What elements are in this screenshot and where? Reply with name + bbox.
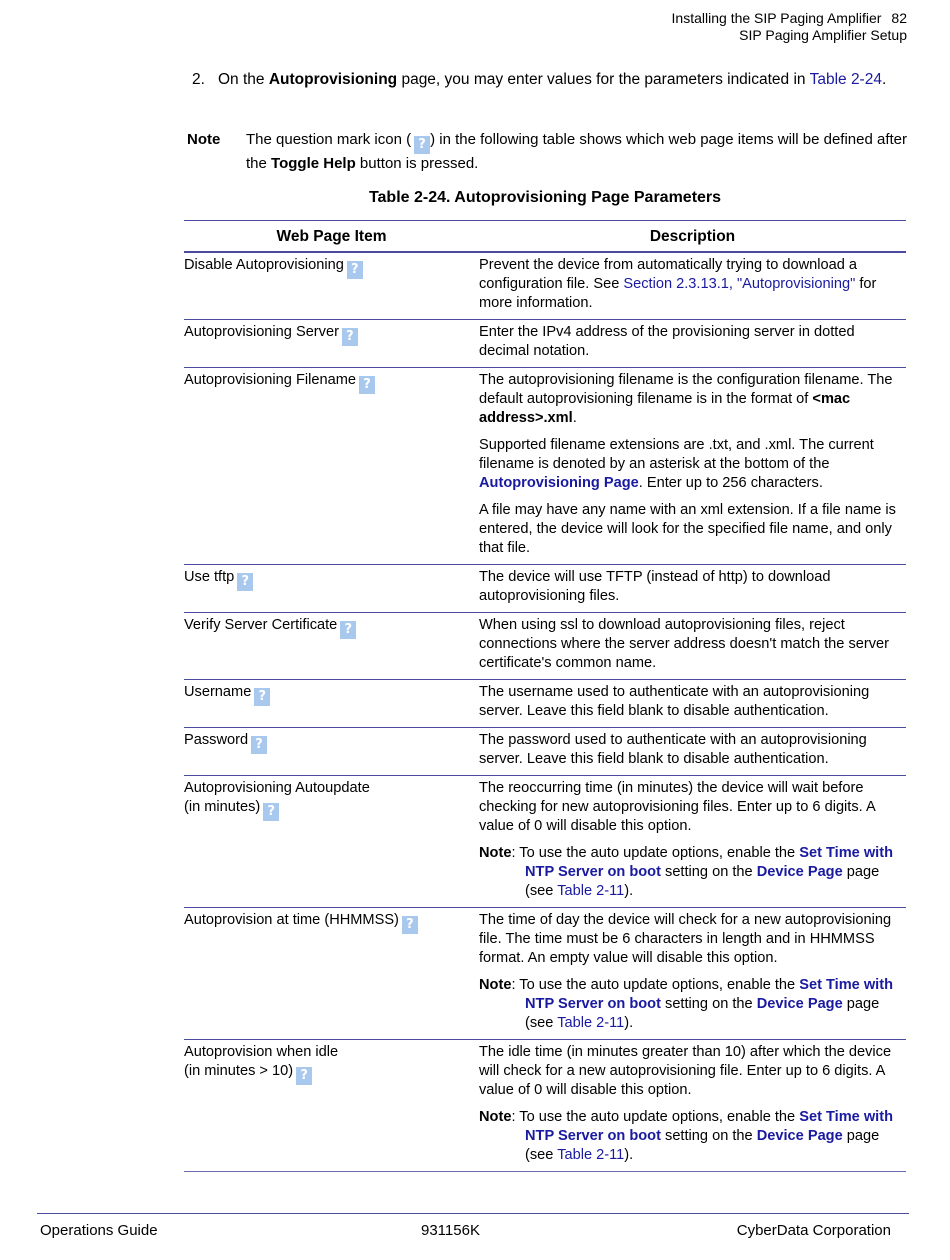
set-time-ntp-link[interactable]: Set Time with NTP Server on boot xyxy=(525,1109,894,1144)
desc-bold: <mac address>.xml xyxy=(479,391,851,426)
note-block xyxy=(187,130,907,174)
note-text: setting on the xyxy=(660,864,757,880)
table-2-11-link[interactable]: Table 2-11 xyxy=(557,883,625,899)
autoprovisioning-page-link[interactable]: Autoprovisioning Page xyxy=(479,475,639,491)
desc-text: Enter the IPv4 address of the provisioning server in dotted decimal notation. xyxy=(479,324,855,359)
desc-text: A file may have any name with an xml extension. If a file name is entered, the device will look for the specified file name, and only that file. xyxy=(479,502,896,556)
auto-update-note xyxy=(479,976,906,1033)
set-time-ntp-link[interactable]: Set Time with NTP Server on boot xyxy=(525,977,894,1012)
note-text-a: The question mark icon ( xyxy=(246,131,412,148)
note-text: page (see xyxy=(525,864,880,899)
table-row xyxy=(184,613,906,680)
desc-text: The time of day the device will check for a new autoprovisioning file. The time must be 6 characters in length and in HHMMSS format. An empty value will disable this option. xyxy=(479,912,892,966)
item-label: Autoprovisioning Server xyxy=(184,324,339,340)
note-text-b: ) in the following table shows which web page items will be defined after the xyxy=(246,131,908,172)
item-label: Use tftp xyxy=(184,569,235,585)
question-mark-icon: ? xyxy=(263,803,279,821)
table-row xyxy=(184,565,906,613)
table-row xyxy=(184,1040,906,1172)
table-row xyxy=(184,368,906,565)
table-2-11-link[interactable]: Table 2-11 xyxy=(557,1147,625,1163)
note-text: ). xyxy=(624,1147,634,1163)
auto-update-note xyxy=(479,844,906,901)
auto-update-note xyxy=(479,1108,906,1165)
footer-left: Operations Guide xyxy=(40,1222,158,1239)
note-text: setting on the xyxy=(660,1128,757,1144)
note-text: ). xyxy=(624,883,634,899)
item-label: (in minutes) xyxy=(184,799,261,815)
note-label: Note xyxy=(479,977,512,993)
item-label: Username xyxy=(184,684,252,700)
step-number: 2. xyxy=(192,71,205,88)
set-time-ntp-link[interactable]: Set Time with NTP Server on boot xyxy=(525,845,894,880)
question-mark-icon: ? xyxy=(340,621,356,639)
step-text-c: . xyxy=(881,71,887,88)
note-text: : To use the auto update options, enable the xyxy=(511,977,800,993)
note-text: page (see xyxy=(525,996,880,1031)
table-row xyxy=(184,728,906,776)
device-page-link[interactable]: Device Page xyxy=(756,864,843,880)
item-label: Autoprovision at time (HHMMSS) xyxy=(184,912,399,928)
question-mark-icon: ? xyxy=(347,261,363,279)
item-label: Password xyxy=(184,732,249,748)
desc-text: Prevent the device from automatically trying to download a configuration file. See xyxy=(479,257,858,292)
item-label: Autoprovisioning Filename xyxy=(184,372,356,388)
desc-text: The device will use TFTP (instead of http) to download autoprovisioning files. xyxy=(479,569,831,604)
table-header-row xyxy=(184,221,906,253)
header-chapter: Installing the SIP Paging Amplifier xyxy=(671,10,882,26)
page-header xyxy=(672,10,907,44)
desc-text: The autoprovisioning filename is the configuration filename. The default autoprovisioning filename is in the format of xyxy=(479,372,893,407)
footer-divider xyxy=(37,1213,909,1214)
table-row xyxy=(184,776,906,908)
note-label: Note xyxy=(187,131,221,148)
table-row xyxy=(184,680,906,728)
column-header-item: Web Page Item xyxy=(276,227,387,245)
question-mark-icon: ? xyxy=(237,573,253,591)
desc-text: When using ssl to download autoprovisioning files, reject connections where the server address doesn't match the server certificate's common name. xyxy=(479,617,890,671)
question-mark-icon: ? xyxy=(342,328,358,346)
column-header-description: Description xyxy=(649,227,736,245)
note-label: Note xyxy=(479,845,512,861)
question-mark-icon: ? xyxy=(296,1067,312,1085)
device-page-link[interactable]: Device Page xyxy=(756,1128,843,1144)
item-label: Verify Server Certificate xyxy=(184,617,338,633)
device-page-link[interactable]: Device Page xyxy=(756,996,843,1012)
note-label: Note xyxy=(479,1109,512,1125)
step-text-b: page, you may enter values for the parameters indicated in xyxy=(397,71,810,88)
item-label: Disable Autoprovisioning xyxy=(184,257,344,273)
section-link[interactable]: Section 2.3.13.1, "Autoprovisioning" xyxy=(623,276,856,292)
header-section: SIP Paging Amplifier Setup xyxy=(739,27,907,43)
note-text-c: button is pressed. xyxy=(355,155,479,172)
note-text: setting on the xyxy=(660,996,757,1012)
table-2-11-link[interactable]: Table 2-11 xyxy=(557,1015,625,1031)
note-text: page (see xyxy=(525,1128,880,1163)
desc-text: The reoccurring time (in minutes) the device will wait before checking for new autoprovisioning files. Enter up to 6 digits. A value of 0 will disable this option. xyxy=(479,780,875,834)
parameters-table xyxy=(184,220,906,1172)
desc-text: Supported filename extensions are .txt, and .xml. The current filename is denoted by an asterisk at the bottom of the xyxy=(479,437,874,472)
footer-right: CyberData Corporation xyxy=(736,1222,891,1239)
note-text: : To use the auto update options, enable the xyxy=(511,845,800,861)
question-mark-icon: ? xyxy=(414,136,430,154)
desc-text: . xyxy=(572,410,577,426)
table-row xyxy=(184,320,906,368)
desc-text: The username used to authenticate with an autoprovisioning server. Leave this field blank to disable authentication. xyxy=(479,684,870,719)
item-label: (in minutes > 10) xyxy=(184,1063,294,1079)
desc-text: . Enter up to 256 characters. xyxy=(638,475,823,491)
note-bold: Toggle Help xyxy=(271,155,356,172)
step-2 xyxy=(192,70,904,90)
desc-text: The password used to authenticate with an autoprovisioning server. Leave this field blank to disable authentication. xyxy=(479,732,867,767)
page-number: 82 xyxy=(891,10,907,26)
footer-center: 931156K xyxy=(421,1222,480,1239)
step-bold: Autoprovisioning xyxy=(268,71,398,88)
question-mark-icon: ? xyxy=(254,688,270,706)
item-label: Autoprovision when idle xyxy=(184,1044,339,1060)
question-mark-icon: ? xyxy=(402,916,418,934)
desc-text: The idle time (in minutes greater than 10) after which the device will check for a new autoprovisioning file. Enter up to 6 digits. A value of 0 will disable this option. xyxy=(479,1044,892,1098)
table-row xyxy=(184,252,906,320)
desc-text: for more information. xyxy=(479,276,877,311)
note-text: : To use the auto update options, enable the xyxy=(511,1109,800,1125)
table-row xyxy=(184,908,906,1040)
question-mark-icon: ? xyxy=(359,376,375,394)
question-mark-icon: ? xyxy=(251,736,267,754)
note-text: ). xyxy=(624,1015,634,1031)
step-text-a: On the xyxy=(218,71,269,88)
item-label: Autoprovisioning Autoupdate xyxy=(184,780,370,796)
table-2-24-link[interactable]: Table 2-24 xyxy=(809,71,882,88)
table-caption: Table 2-24. Autoprovisioning Page Parameters xyxy=(368,189,722,206)
